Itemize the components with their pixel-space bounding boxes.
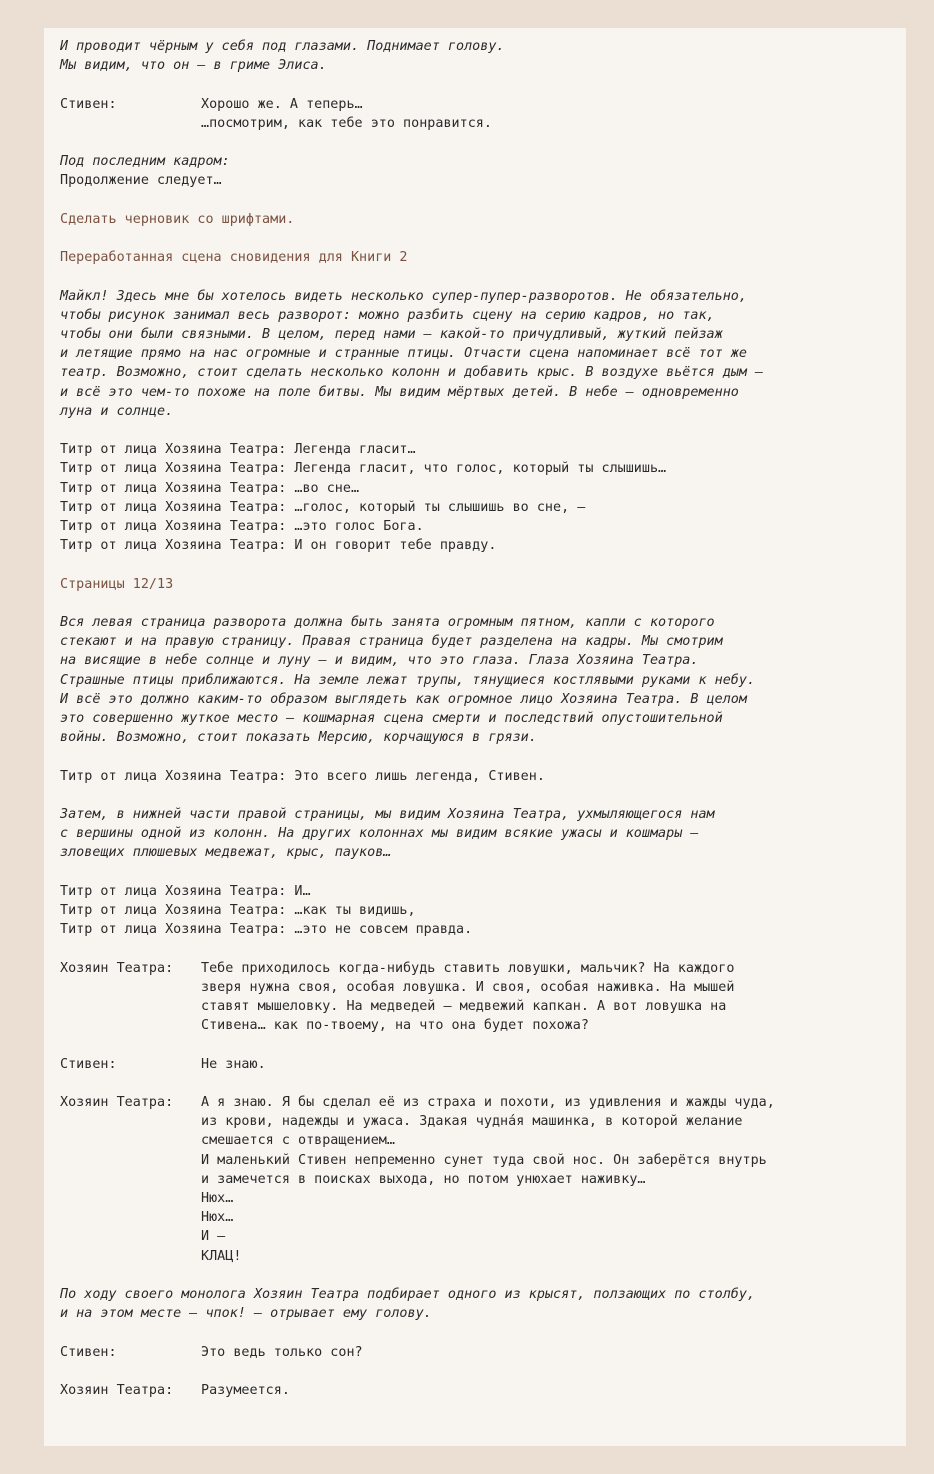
text-line: Титр от лица Хозяина Театра: И… [60,883,311,899]
dialogue-line: …посмотрим, как тебе это понравится. [201,115,492,131]
text-line: Титр от лица Хозяина Театра: …голос, который ты слышишь во сне, – [60,499,586,515]
block-gap [60,1362,906,1381]
caption-block [60,767,906,786]
text-line: луна и солнце. [60,403,174,419]
text-line: Майкл! Здесь мне бы хотелось видеть несколько супер-пупер-разворотов. Не обязательно, [60,288,747,304]
block-gap [60,267,906,286]
dialogue-line: Хорошо же. А теперь… [201,96,363,112]
section-note [60,248,906,267]
dialogue-block [60,1055,906,1074]
block-gap [60,229,906,248]
text-line: зловещих плюшевых медвежат, крыс, пауков… [60,845,392,861]
dialogue-text [201,1381,290,1400]
action-description [60,287,906,421]
block-gap [60,133,906,152]
dialogue-line: И – [201,1229,226,1245]
speaker-name: Стивен: [60,1344,117,1360]
block-gap [60,1074,906,1093]
text-line: Продолжение следует… [60,173,222,189]
dialogue-line: Нюх… [201,1190,234,1206]
block-gap [60,594,906,613]
block-gap [60,1035,906,1054]
dialogue-line: Не знаю. [201,1056,266,1072]
dialogue-line: А я знаю. Я бы сделал её из страха и похоти, из удивления и жажды чуда, [201,1094,775,1110]
dialogue-block [60,1343,906,1362]
block-gap [60,939,906,958]
text-line: и на этом месте – чпок! – отрывает ему голову. [60,1306,432,1322]
text-line: Титр от лица Хозяина Театра: …это не совсем правда. [60,922,473,938]
text-line: Под последним кадром: [60,154,230,170]
dialogue-text [201,1343,363,1362]
section-note [60,210,906,229]
block-gap [60,1323,906,1342]
text-line: чтобы рисунок занимал весь разворот: можно разбить сцену на серию кадров, но так, [60,307,715,323]
caption-block [60,440,906,555]
script-page [44,28,906,1446]
text-line: Титр от лица Хозяина Театра: Это всего лишь легенда, Стивен. [60,768,545,784]
dialogue-line: Разумеется. [201,1382,290,1398]
dialogue-line: смешается с отвращением… [201,1133,395,1149]
speaker-name: Стивен: [60,96,117,112]
text-line: Титр от лица Хозяина Театра: …это голос Бога. [60,518,424,534]
text-line: И всё это должно каким-то образом выглядеть как огромное лицо Хозяина Театра. В целом [60,691,747,707]
text-line: это совершенно жуткое место – кошмарная сцена смерти и последствий опустошительной [60,710,723,726]
text-line: По ходу своего монолога Хозяин Театра подбирает одного из крысят, ползающих по столбу, [60,1286,756,1302]
dialogue-line: ставят мышеловку. На медведей – медвежий капкан. А вот ловушка на [201,998,727,1014]
text-line: Титр от лица Хозяина Театра: Легенда гласит… [60,442,416,458]
dialogue-text [201,1055,266,1074]
text-line: на висящие в небе солнце и луну – и видим, что это глаза. Глаза Хозяина Театра. [60,653,699,669]
block-gap [60,75,906,94]
dialogue-line: И маленький Стивен непременно сунет туда свой нос. Он заберётся внутрь [201,1152,767,1168]
dialogue-text [201,1093,775,1266]
block-gap [60,747,906,766]
caption-block [60,171,906,190]
action-description [60,1285,906,1323]
action-description [60,805,906,863]
action-description [60,613,906,747]
text-line: Страшные птицы приближаются. На земле лежат трупы, тянущиеся костлявыми руками к небу. [60,672,756,688]
dialogue-block [60,1381,906,1400]
text-line: театр. Возможно, стоит сделать несколько колонн и добавить крыс. В воздухе вьётся дым – [60,365,764,381]
section-note [60,575,906,594]
dialogue-line: Нюх… [201,1210,234,1226]
dialogue-block [60,1093,906,1266]
block-gap [60,555,906,574]
text-line: Затем, в нижней части правой страницы, мы видим Хозяина Театра, ухмыляющегося нам [60,806,715,822]
speaker-name: Хозяин Театра: [60,960,174,976]
caption-block [60,882,906,940]
block-gap [60,1266,906,1285]
dialogue-line: Тебе приходилось когда-нибудь ставить ловушки, мальчик? На каждого [201,960,735,976]
text-line: И проводит чёрным у себя под глазами. Поднимает голову. [60,39,505,54]
text-line: Мы видим, что он – в гриме Элиса. [60,58,327,74]
text-line: Титр от лица Хозяина Театра: И он говорит тебе правду. [60,538,497,554]
dialogue-line: зверя нужна своя, особая ловушка. И своя, особая наживка. На мышей [201,979,735,995]
text-line: Вся левая страница разворота должна быть занята огромным пятном, капли с которого [60,614,715,630]
text-line: с вершины одной из колонн. На других колоннах мы видим всякие ужасы и кошмары – [60,826,699,842]
text-line: Титр от лица Хозяина Театра: Легенда гласит, что голос, который ты слышишь… [60,461,667,477]
block-gap [60,863,906,882]
text-line: и всё это чем-то похоже на поле битвы. Мы видим мёртвых детей. В небе – одновременно [60,384,739,400]
text-line: Страницы 12/13 [60,576,174,592]
dialogue-text [201,95,492,133]
dialogue-block [60,95,906,133]
dialogue-line: Стивена… как по-твоему, на что она будет похожа? [201,1018,589,1034]
dialogue-line: и замечется в поисках выхода, но потом унюхает наживку… [201,1171,646,1187]
speaker-name: Стивен: [60,1056,117,1072]
dialogue-line: из крови, надежды и ужаса. Здакая чудна́я машинка, в которой желание [201,1114,743,1130]
action-description [60,37,906,75]
speaker-name: Хозяин Театра: [60,1382,174,1398]
text-line: Сделать черновик со шрифтами. [60,211,295,227]
text-line: Титр от лица Хозяина Театра: …как ты видишь, [60,902,416,918]
text-line: стекают и на правую страницу. Правая страница будет разделена на кадры. Мы смотрим [60,634,723,650]
dialogue-line: Это ведь только сон? [201,1344,363,1360]
text-line: и летящие прямо на нас огромные и странные птицы. Отчасти сцена напоминает всё тот же [60,346,747,362]
action-description [60,152,906,171]
block-gap [60,421,906,440]
speaker-name: Хозяин Театра: [60,1094,174,1110]
dialogue-text [201,959,734,1036]
block-gap [60,191,906,210]
text-line: чтобы они были связными. В целом, перед нами – какой-то причудливый, жуткий пейзаж [60,326,723,342]
text-line: Титр от лица Хозяина Театра: …во сне… [60,480,360,496]
dialogue-block [60,959,906,1036]
block-gap [60,786,906,805]
dialogue-line: КЛАЦ! [201,1248,242,1264]
text-line: войны. Возможно, стоит показать Мерсию, корчащуюся в грязи. [60,730,537,746]
text-line: Переработанная сцена сновидения для Книги 2 [60,250,408,266]
